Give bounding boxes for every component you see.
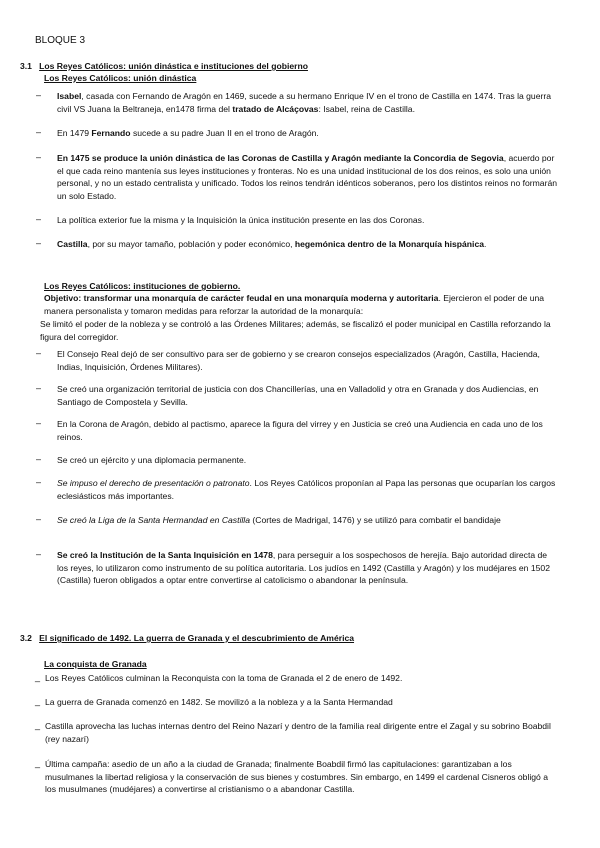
- list-item: Los Reyes Católicos culminan la Reconquista con la toma de Granada el 2 de enero de 1492.: [45, 673, 403, 683]
- section-title: Los Reyes Católicos: unión dinástica e instituciones del gobierno: [39, 61, 308, 71]
- list-item: La política exterior fue la misma y la Inquisición la única institución presente en las dos Coronas.: [57, 215, 425, 225]
- list-item: Se creó la Liga de la Santa Hermandad en Castilla (Cortes de Madrigal, 1476) y se utilizó para combatir el bandidaje: [57, 515, 501, 525]
- list-item: Última campaña: asedio de un año a la ciudad de Granada; finalmente Boabdil firmó las capitulaciones: garantizaban a los musulmanes la libertad religiosa y la conservación de sus bienes y costumbres. Sin embargo, en 1499 el cardenal Cisneros obligó a los musulmanes (mudéjares) a convertirse al cristianismo o a abandonar Castilla.: [45, 759, 549, 795]
- document-title: BLOQUE 3: [35, 35, 86, 46]
- section-3-1-heading: [20, 60, 308, 73]
- list-item: Se impuso el derecho de presentación o patronato. Los Reyes Católicos proponían al Papa las personas que ocuparían los cargos eclesiásticos más importantes.: [57, 478, 556, 501]
- list-item: Isabel, casada con Fernando de Aragón en 1469, sucede a su hermano Enrique IV en el trono de Castilla en 1474. Tras la guerra civil VS Juana la Beltraneja, en1478 firma del tratado de Alcáçovas: Isabel, reina de Castilla.: [57, 91, 551, 114]
- list-item: Se creó la Institución de la Santa Inquisición en 1478, para perseguir a los sospechosos de herejía. Bajo autoridad directa de los reyes, lo utilizaron como instrumento de su política autoritaria. Los judíos en 1492 (Castilla y Aragón) y los mudéjares en 1502 (Castilla) fueron obligados a optar entre convertirse al catolicismo o abandonar la península.: [57, 550, 550, 586]
- limit-paragraph: Se limitó el poder de la nobleza y se controló a las Órdenes Militares; además, se fiscalizó el poder municipal en Castilla reforzando la figura del corregidor.: [40, 319, 551, 342]
- list-dash: –: [36, 127, 42, 137]
- list-item: El Consejo Real dejó de ser consultivo para ser de gobierno y se crearon consejos especializados (Aragón, Castilla, Hacienda, Indias, Inquisición, Órdenes Militares).: [57, 349, 540, 372]
- list-underscore: _: [35, 720, 41, 730]
- list-dash: –: [36, 477, 42, 487]
- list-item: La guerra de Granada comenzó en 1482. Se movilizó a la nobleza y a la Santa Hermandad: [45, 697, 393, 707]
- list-item: En 1475 se produce la unión dinástica de las Coronas de Castilla y Aragón mediante la Concordia de Segovia, acuerdo por el que cada reino mantenía sus leyes instituciones y fronteras. No es una unidad institucional de los dos reinos, es solo una unión personal, y no un estado centralista y unificado. Todos los reinos tendrán idénticos soberanos, pero los distintos reinos no formarán un solo Estado.: [57, 153, 558, 201]
- list-dash: –: [36, 454, 42, 464]
- list-item: Se creó un ejército y una diplomacia permanente.: [57, 455, 247, 465]
- list-item: En la Corona de Aragón, debido al pactismo, aparece la figura del virrey y en Justicia se creó una Audiencia en cada uno de los reinos.: [57, 419, 543, 442]
- list-underscore: _: [35, 758, 41, 768]
- list-dash: –: [36, 514, 42, 524]
- list-dash: –: [36, 152, 42, 162]
- list-underscore: _: [35, 696, 41, 706]
- list-dash: –: [36, 214, 42, 224]
- list-underscore: _: [35, 672, 41, 682]
- list-item: Castilla, por su mayor tamaño, población y poder económico, hegemónica dentro de la Monarquía hispánica.: [57, 239, 487, 249]
- list-item: Castilla aprovecha las luchas internas dentro del Reino Nazarí y dentro de la familia real dirigente entre el Zagal y su sobrino Boabdil (rey nazarí): [45, 721, 551, 744]
- section-title: El significado de 1492. La guerra de Granada y el descubrimiento de América: [39, 633, 355, 643]
- objective-paragraph: Objetivo: transformar una monarquía de carácter feudal en una monarquía moderna y autoritaria. Ejercieron el poder de una manera personalista y tomaron medidas para reforzar la autoridad de la monarquía:: [44, 293, 545, 316]
- list-dash: –: [36, 418, 42, 428]
- list-dash: –: [36, 348, 42, 358]
- list-dash: –: [36, 90, 42, 100]
- subsection-heading: La conquista de Granada: [44, 659, 147, 669]
- subsection-heading: Los Reyes Católicos: unión dinástica: [44, 73, 197, 83]
- list-item: Se creó una organización territorial de justicia con dos Chancillerías, una en Valladolid y otra en Granada y dos Audiencias, en Santiago de Compostela y Sevilla.: [57, 384, 539, 407]
- list-dash: –: [36, 549, 42, 559]
- section-3-2-heading: [20, 632, 354, 645]
- list-dash: –: [36, 238, 42, 248]
- list-dash: –: [36, 383, 42, 393]
- section-number: 3.1: [20, 61, 32, 71]
- section-number: 3.2: [20, 633, 32, 643]
- list-item: En 1479 Fernando sucede a su padre Juan II en el trono de Aragón.: [57, 128, 319, 138]
- subsection-heading: Los Reyes Católicos: instituciones de gobierno.: [44, 281, 241, 291]
